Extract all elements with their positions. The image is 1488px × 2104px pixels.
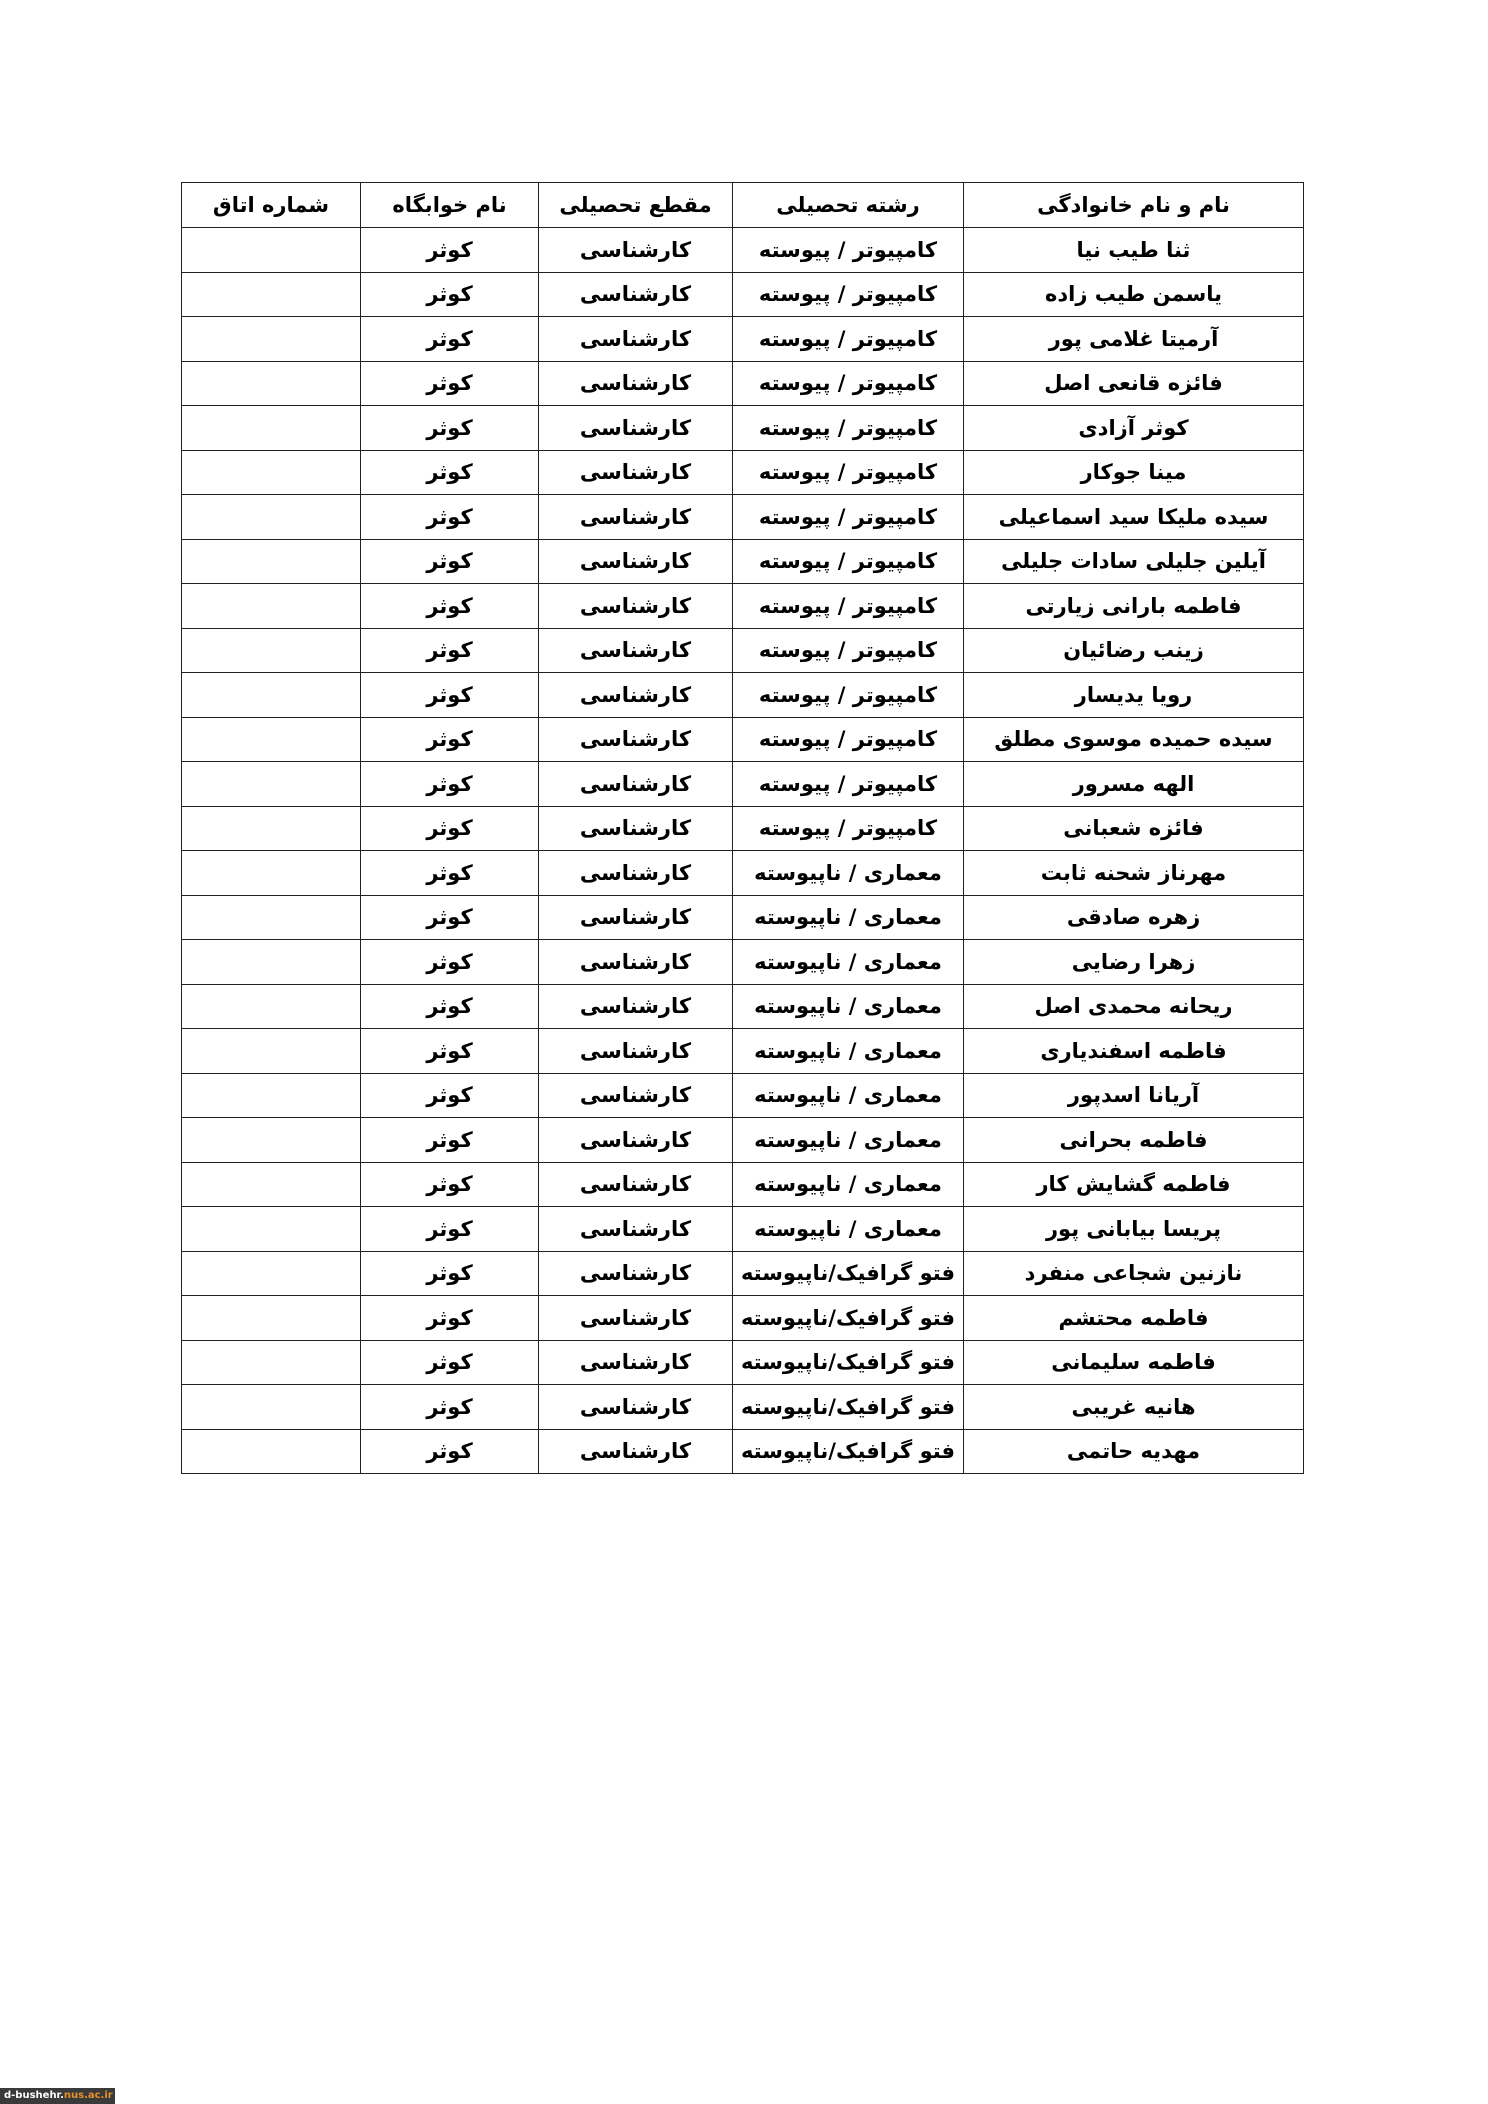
table-header-row [182,183,1304,228]
table-row [182,584,1304,629]
cell-dorm: کوثر [361,1029,539,1074]
cell-room [182,717,361,762]
cell-dorm: کوثر [361,228,539,273]
site-watermark [0,2088,115,2104]
table-row [182,762,1304,807]
cell-room [182,984,361,1029]
cell-dorm: کوثر [361,895,539,940]
cell-name: رویا یدیسار [964,673,1304,718]
cell-major: فتو گرافیک/ناپیوسته [733,1429,964,1474]
header-name: نام و نام خانوادگی [964,183,1304,228]
cell-major: فتو گرافیک/ناپیوسته [733,1385,964,1430]
cell-name: مهدیه حاتمی [964,1429,1304,1474]
cell-major: کامپیوتر / پیوسته [733,272,964,317]
table-row [182,1029,1304,1074]
cell-room [182,1429,361,1474]
cell-level: کارشناسی [539,272,733,317]
cell-name: سیده حمیده موسوی مطلق [964,717,1304,762]
cell-dorm: کوثر [361,450,539,495]
cell-level: کارشناسی [539,1029,733,1074]
cell-dorm: کوثر [361,984,539,1029]
cell-dorm: کوثر [361,361,539,406]
cell-room [182,228,361,273]
cell-dorm: کوثر [361,1340,539,1385]
cell-dorm: کوثر [361,1385,539,1430]
cell-room [182,1029,361,1074]
cell-room [182,584,361,629]
cell-level: کارشناسی [539,1429,733,1474]
cell-name: مینا جوکار [964,450,1304,495]
cell-room [182,1385,361,1430]
cell-dorm: کوثر [361,806,539,851]
cell-name: مهرناز شحنه ثابت [964,851,1304,896]
cell-name: زهره صادقی [964,895,1304,940]
cell-level: کارشناسی [539,317,733,362]
cell-level: کارشناسی [539,717,733,762]
cell-dorm: کوثر [361,1429,539,1474]
cell-name: فاطمه محتشم [964,1296,1304,1341]
cell-level: کارشناسی [539,895,733,940]
cell-major: کامپیوتر / پیوسته [733,762,964,807]
cell-name: زینب رضائیان [964,628,1304,673]
cell-major: معماری / ناپیوسته [733,1162,964,1207]
cell-name: زهرا رضایی [964,940,1304,985]
cell-room [182,1251,361,1296]
cell-level: کارشناسی [539,1118,733,1163]
cell-dorm: کوثر [361,1207,539,1252]
cell-level: کارشناسی [539,1251,733,1296]
cell-room [182,450,361,495]
cell-level: کارشناسی [539,584,733,629]
cell-room [182,1118,361,1163]
cell-room [182,272,361,317]
cell-dorm: کوثر [361,317,539,362]
cell-room [182,851,361,896]
cell-major: کامپیوتر / پیوسته [733,228,964,273]
cell-level: کارشناسی [539,450,733,495]
cell-room [182,673,361,718]
cell-room [182,1207,361,1252]
cell-dorm: کوثر [361,673,539,718]
cell-name: فاطمه سلیمانی [964,1340,1304,1385]
table-row [182,628,1304,673]
cell-major: کامپیوتر / پیوسته [733,628,964,673]
cell-level: کارشناسی [539,495,733,540]
cell-name: ثنا طیب نیا [964,228,1304,273]
table-row [182,539,1304,584]
cell-dorm: کوثر [361,584,539,629]
header-dorm: نام خوابگاه [361,183,539,228]
table-row [182,851,1304,896]
cell-level: کارشناسی [539,984,733,1029]
header-major: رشته تحصیلی [733,183,964,228]
cell-room [182,1340,361,1385]
cell-level: کارشناسی [539,1073,733,1118]
table-row [182,450,1304,495]
cell-level: کارشناسی [539,1296,733,1341]
table-body [182,228,1304,1474]
cell-dorm: کوثر [361,1073,539,1118]
table-row [182,1162,1304,1207]
table-row [182,940,1304,985]
cell-room [182,406,361,451]
cell-room [182,895,361,940]
cell-major: معماری / ناپیوسته [733,1029,964,1074]
cell-level: کارشناسی [539,673,733,718]
cell-major: کامپیوتر / پیوسته [733,539,964,584]
cell-room [182,762,361,807]
cell-dorm: کوثر [361,539,539,584]
cell-name: فائزه شعبانی [964,806,1304,851]
cell-level: کارشناسی [539,628,733,673]
cell-name: هانیه غریبی [964,1385,1304,1430]
table-row [182,717,1304,762]
cell-major: معماری / ناپیوسته [733,984,964,1029]
table-row [182,1340,1304,1385]
cell-dorm: کوثر [361,272,539,317]
table-row [182,228,1304,273]
cell-level: کارشناسی [539,361,733,406]
table-row [182,361,1304,406]
watermark-prefix: d-bushehr. [4,2090,64,2101]
cell-dorm: کوثر [361,1162,539,1207]
table-row [182,272,1304,317]
cell-dorm: کوثر [361,762,539,807]
cell-room [182,539,361,584]
cell-level: کارشناسی [539,1162,733,1207]
cell-major: کامپیوتر / پیوسته [733,495,964,540]
cell-level: کارشناسی [539,762,733,807]
cell-name: ریحانه محمدی اصل [964,984,1304,1029]
cell-name: فائزه قانعی اصل [964,361,1304,406]
cell-name: آیلین جلیلی سادات جلیلی [964,539,1304,584]
table-row [182,895,1304,940]
cell-major: فتو گرافیک/ناپیوسته [733,1251,964,1296]
table-row [182,1385,1304,1430]
cell-major: معماری / ناپیوسته [733,940,964,985]
cell-dorm: کوثر [361,1296,539,1341]
cell-room [182,361,361,406]
cell-major: معماری / ناپیوسته [733,1207,964,1252]
cell-major: کامپیوتر / پیوسته [733,806,964,851]
header-room: شماره اتاق [182,183,361,228]
table-row [182,984,1304,1029]
cell-major: کامپیوتر / پیوسته [733,717,964,762]
cell-level: کارشناسی [539,1207,733,1252]
cell-room [182,1162,361,1207]
cell-room [182,628,361,673]
cell-major: کامپیوتر / پیوسته [733,361,964,406]
cell-major: معماری / ناپیوسته [733,851,964,896]
table-row [182,1207,1304,1252]
table-row [182,673,1304,718]
cell-level: کارشناسی [539,940,733,985]
cell-dorm: کوثر [361,628,539,673]
cell-level: کارشناسی [539,851,733,896]
cell-name: کوثر آزادی [964,406,1304,451]
cell-name: الهه مسرور [964,762,1304,807]
table-row [182,1073,1304,1118]
cell-level: کارشناسی [539,1340,733,1385]
cell-room [182,317,361,362]
cell-name: فاطمه گشایش کار [964,1162,1304,1207]
cell-level: کارشناسی [539,539,733,584]
cell-dorm: کوثر [361,940,539,985]
cell-name: فاطمه اسفندیاری [964,1029,1304,1074]
cell-level: کارشناسی [539,228,733,273]
cell-major: فتو گرافیک/ناپیوسته [733,1296,964,1341]
cell-major: کامپیوتر / پیوسته [733,406,964,451]
cell-level: کارشناسی [539,806,733,851]
cell-name: آریانا اسدپور [964,1073,1304,1118]
cell-dorm: کوثر [361,1251,539,1296]
cell-major: کامپیوتر / پیوسته [733,584,964,629]
cell-dorm: کوثر [361,717,539,762]
cell-room [182,495,361,540]
cell-name: آرمیتا غلامی پور [964,317,1304,362]
cell-level: کارشناسی [539,1385,733,1430]
header-level: مقطع تحصیلی [539,183,733,228]
dormitory-roster-table [181,182,1304,1474]
cell-level: کارشناسی [539,406,733,451]
cell-room [182,1073,361,1118]
cell-name: پریسا بیابانی پور [964,1207,1304,1252]
cell-dorm: کوثر [361,406,539,451]
cell-major: کامپیوتر / پیوسته [733,673,964,718]
table-row [182,406,1304,451]
watermark-accent: nus.ac.ir [63,2090,113,2101]
table-row [182,1296,1304,1341]
cell-dorm: کوثر [361,851,539,896]
cell-major: فتو گرافیک/ناپیوسته [733,1340,964,1385]
cell-major: کامپیوتر / پیوسته [733,317,964,362]
cell-major: معماری / ناپیوسته [733,1073,964,1118]
cell-dorm: کوثر [361,495,539,540]
cell-dorm: کوثر [361,1118,539,1163]
table-row [182,806,1304,851]
table-row [182,1118,1304,1163]
cell-room [182,940,361,985]
cell-name: فاطمه بارانی زیارتی [964,584,1304,629]
cell-name: نازنین شجاعی منفرد [964,1251,1304,1296]
cell-major: معماری / ناپیوسته [733,1118,964,1163]
table-row [182,317,1304,362]
cell-room [182,1296,361,1341]
cell-name: فاطمه بحرانی [964,1118,1304,1163]
cell-major: معماری / ناپیوسته [733,895,964,940]
cell-major: کامپیوتر / پیوسته [733,450,964,495]
table-row [182,1251,1304,1296]
cell-room [182,806,361,851]
cell-name: سیده ملیکا سید اسماعیلی [964,495,1304,540]
cell-name: یاسمن طیب زاده [964,272,1304,317]
table-row [182,495,1304,540]
table-row [182,1429,1304,1474]
